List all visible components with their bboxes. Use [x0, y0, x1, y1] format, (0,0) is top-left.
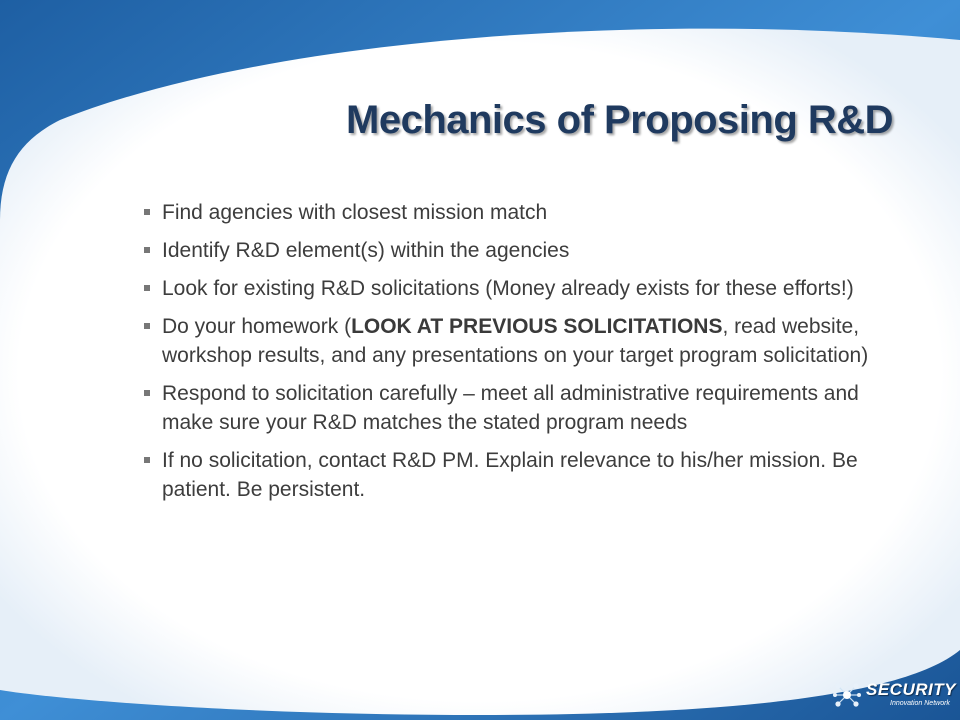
bullet-text: Find agencies with closest mission match	[162, 201, 548, 224]
bullet-item	[142, 379, 902, 437]
bullet-text-emphasis: LOOK AT PREVIOUS SOLICITATIONS	[351, 315, 723, 338]
bullet-list	[142, 198, 902, 513]
bullet-square-icon	[144, 323, 150, 329]
bullet-item	[142, 274, 902, 303]
bullet-square-icon	[144, 390, 150, 396]
bullet-text: Identify R&D element(s) within the agencies	[162, 239, 570, 262]
network-nodes-icon	[832, 680, 862, 710]
bullet-item	[142, 236, 902, 265]
bullet-text: If no solicitation, contact R&D PM. Explain relevance to his/her mission. Be patient. Be persistent.	[162, 449, 858, 501]
bullet-square-icon	[144, 457, 150, 463]
security-innovation-network-logo	[832, 676, 956, 716]
bullet-text: Look for existing R&D solicitations (Money already exists for these efforts!)	[162, 277, 854, 300]
bullet-text-suffix: , read website, workshop results, and any presentations on your target program solicitation)	[162, 315, 869, 367]
bullet-square-icon	[144, 209, 150, 215]
bullet-text-prefix: Do your homework (	[162, 315, 352, 338]
bullet-item	[142, 312, 902, 370]
logo-tagline: Innovation Network	[890, 700, 950, 707]
bullet-item	[142, 198, 902, 227]
bullet-square-icon	[144, 285, 150, 291]
slide-title: Mechanics of Proposing R&D	[346, 98, 894, 142]
bullet-text: Respond to solicitation carefully – meet all administrative requirements and make sure your R&D matches the stated program needs	[162, 382, 859, 434]
bullet-square-icon	[144, 247, 150, 253]
logo-name: SECURITY	[866, 680, 956, 699]
bullet-item	[142, 446, 902, 504]
